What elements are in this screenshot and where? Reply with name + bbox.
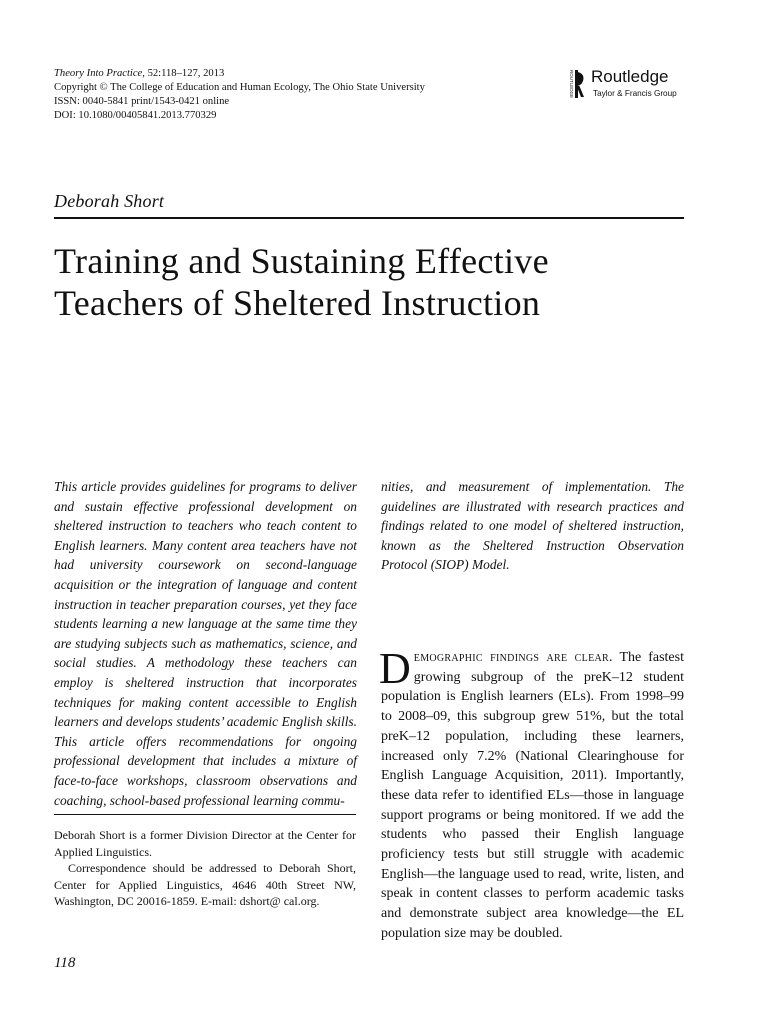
article-title bbox=[54, 240, 549, 324]
publisher-logo bbox=[563, 67, 693, 101]
drop-cap: D bbox=[379, 644, 411, 693]
abstract-continuation: nities, and measurement of implementation. The guidelines are illustrated with research practices and findings related to one model of sheltered instruction, known as the Sheltered Instruction Observation Protocol (SIOP) Model. bbox=[381, 479, 684, 573]
lead-in: emographic findings are clear. bbox=[413, 650, 613, 665]
abstract-left-column bbox=[54, 477, 357, 810]
journal-citation: , 52:118–127, 2013 bbox=[142, 68, 225, 79]
footnote-rule bbox=[54, 814, 356, 815]
body-paragraph-text: The fastest growing subgroup of the preK–12 student population is English learners (ELs). From 1998–99 to 2008–09, this subgroup grew 51%, but the total preK–12 population, including these learners, increased only 7.2% (National Clearinghouse for English Language Acquisition, 2011). Importantly, these data refer to identified ELs—those in language support programs or being monitored. If we add the students who passed their English language proficiency tests but still struggle with academic English—the language used to read, write, listen, and speak in content classes to perform academic tasks and demonstrate subject area knowledge—the EL population size may be doubled. bbox=[381, 650, 684, 941]
journal-name: Theory Into Practice bbox=[54, 68, 143, 79]
publisher-group: Taylor & Francis Group bbox=[593, 89, 677, 98]
doi-line: DOI: 10.1080/00405841.2013.770329 bbox=[54, 110, 217, 121]
journal-header bbox=[54, 67, 425, 123]
logo-mark-text: ROUTLEDGE bbox=[569, 69, 574, 99]
page-number: 118 bbox=[54, 955, 76, 971]
title-line-2: Teachers of Sheltered Instruction bbox=[54, 283, 541, 323]
correspondence-note: Correspondence should be addressed to Deborah Short, Center for Applied Linguistics, 4646 40th Street NW, Washington, DC 20016-1859. E-mail: dshort@ cal.org. bbox=[54, 861, 356, 908]
body-text bbox=[379, 644, 684, 944]
issn-line: ISSN: 0040-5841 print/1543-0421 online bbox=[54, 96, 230, 107]
footnote bbox=[54, 827, 356, 910]
abstract-right-column bbox=[381, 477, 684, 575]
title-rule bbox=[54, 217, 684, 219]
title-line-1: Training and Sustaining Effective bbox=[54, 241, 549, 281]
author-name: Deborah Short bbox=[54, 191, 165, 211]
citation-line bbox=[54, 67, 425, 81]
body-paragraph bbox=[379, 644, 684, 944]
author-bio: Deborah Short is a former Division Director at the Center for Applied Linguistics. bbox=[54, 828, 356, 859]
abstract-text: This article provides guidelines for programs to deliver and sustain effective professional development on sheltered instruction to teachers who teach content to English learners. Many content area teachers have not had university coursework on second-language acquisition or the integration of language and content instruction in teacher preparation courses, yet they face students learning a new language at the same time they are studying subjects such as mathematics, science, and social studies. A methodology these teachers can employ is sheltered instruction that incorporates techniques for making content accessible to English learners and develops students’ academic English skills. This article offers recommendations for ongoing professional development that includes a mixture of face-to-face workshops, classroom observations and coaching, school-based professional learning commu- bbox=[54, 479, 357, 808]
routledge-logo-icon bbox=[563, 69, 585, 99]
publisher-name: Routledge bbox=[591, 67, 669, 86]
copyright-line: Copyright © The College of Education and Human Ecology, The Ohio State University bbox=[54, 82, 425, 93]
